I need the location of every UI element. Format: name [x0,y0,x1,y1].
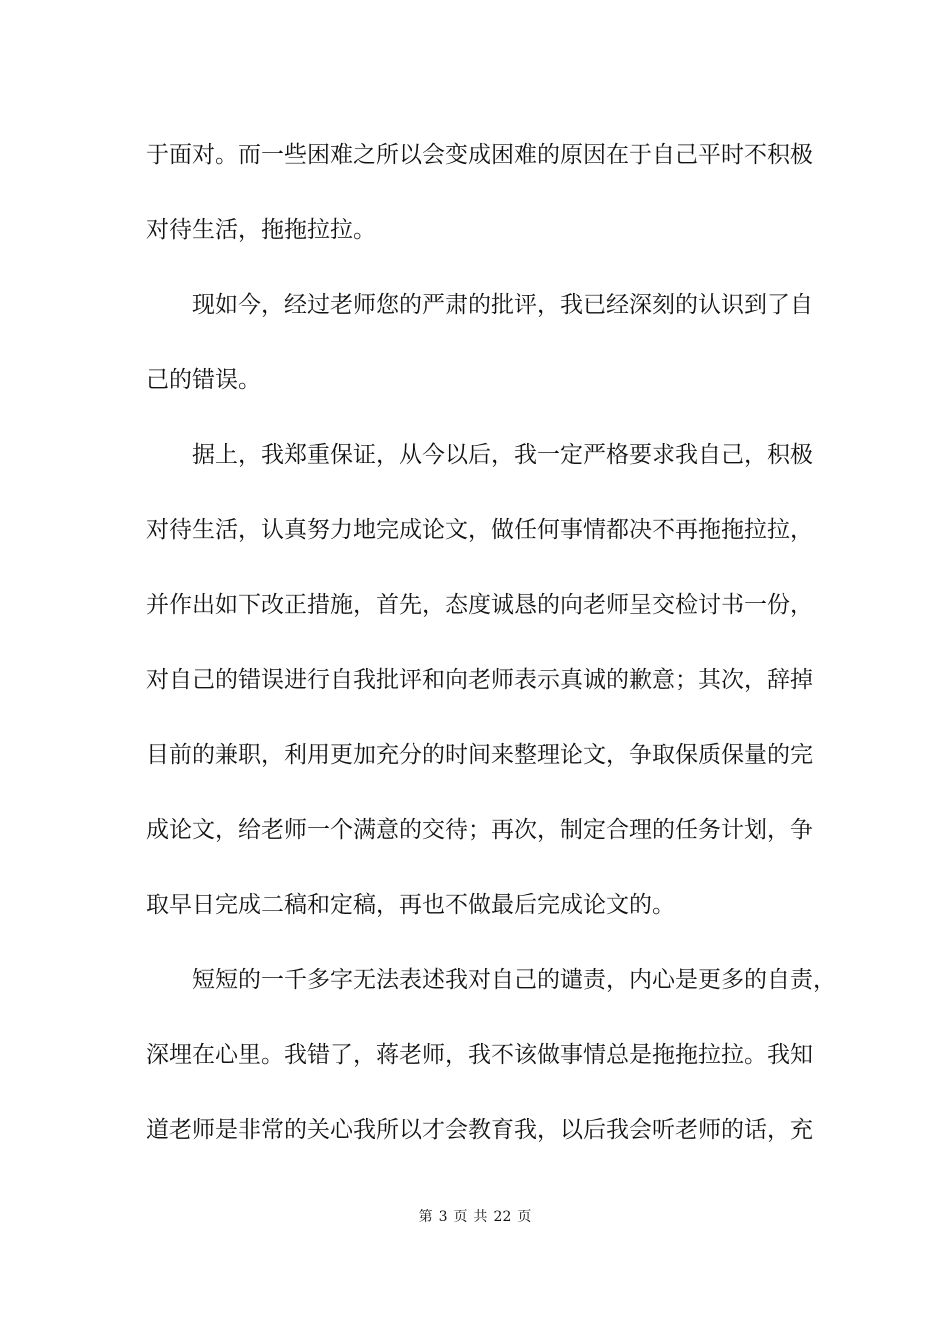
text-line: 对待生活，认真努力地完成论文，做任何事情都决不再拖拖拉拉， [146,517,813,543]
text-line: 并作出如下改正措施，首先，态度诚恳的向老师呈交检讨书一份， [146,592,813,618]
paragraph-start-line: 据上，我郑重保证，从今以后，我一定严格要求我自己，积极 [192,442,813,468]
text-line: 对自己的错误进行自我批评和向老师表示真诚的歉意；其次，辞掉 [146,667,813,693]
text-line: 道老师是非常的关心我所以才会教育我，以后我会听老师的话，充 [146,1117,813,1143]
footer-suffix: 页 [517,1209,532,1225]
footer-prefix: 第 [418,1209,433,1225]
total-page-count: 22 [493,1209,512,1225]
text-line: 深埋在心里。我错了，蒋老师，我不该做事情总是拖拖拉拉。我知 [146,1042,813,1068]
page-footer [0,1207,950,1227]
paragraph-start-line: 现如今，经过老师您的严肃的批评，我已经深刻的认识到了自 [192,292,813,318]
current-page-number: 3 [438,1209,448,1225]
text-line: 成论文，给老师一个满意的交待；再次，制定合理的任务计划，争 [146,817,813,843]
text-line: 目前的兼职，利用更加充分的时间来整理论文，争取保质保量的完 [146,742,813,768]
paragraph-start-line: 短短的一千多字无法表述我对自己的谴责，内心是更多的自责， [192,967,836,993]
footer-total-word: 共 [473,1209,488,1225]
text-line: 对待生活，拖拖拉拉。 [146,217,376,243]
text-line: 己的错误。 [146,367,261,393]
footer-page-word: 页 [453,1209,468,1225]
text-line: 取早日完成二稿和定稿，再也不做最后完成论文的。 [146,892,675,918]
text-line: 于面对。而一些困难之所以会变成困难的原因在于自己平时不积极 [146,142,813,168]
